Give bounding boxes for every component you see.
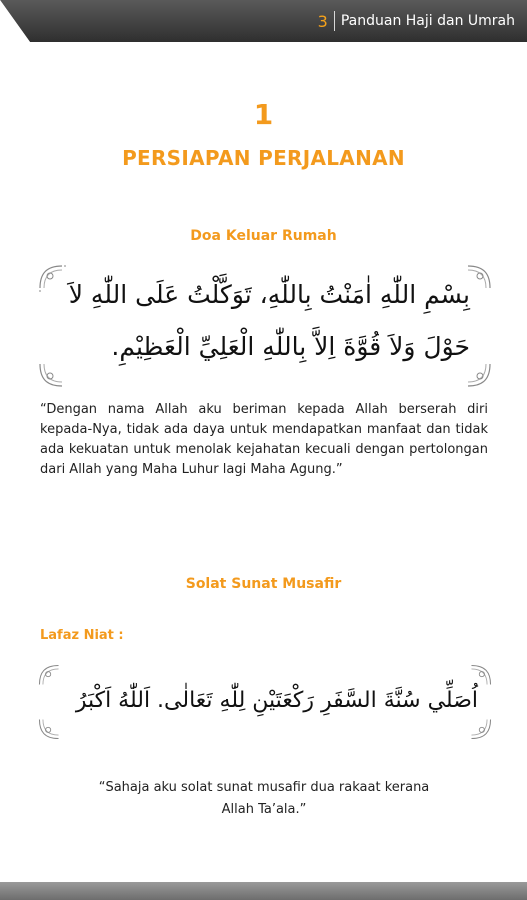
arabic-doa-line-1: بِسْمِ اللّٰهِ اٰمَنْتُ بِاللّٰهِ، تَوَكَّلْتُ عَلَى اللّٰهِ لاَ xyxy=(68,280,470,309)
section-title-solat-sunat-musafir: Solat Sunat Musafir xyxy=(185,576,342,592)
page-header xyxy=(0,0,527,42)
chapter-title: PERSIAPAN PERJALANAN xyxy=(122,146,405,170)
arabic-frame-doa xyxy=(36,262,494,390)
section-title-doa-keluar-rumah: Doa Keluar Rumah xyxy=(190,228,337,244)
header-book-title: Panduan Haji dan Umrah xyxy=(340,13,515,29)
chapter-number: 1 xyxy=(253,98,274,131)
translation-doa: “Dengan nama Allah aku beriman kepada Allah berserah diri kepada-Nya, tidak ada daya untuk mendapatkan manfaat dan tidak ada kekuatan untuk menolak kejahatan kecuali dengan pertolongan dari Allah yang Maha Luhur lagi Maha Agung.” xyxy=(40,402,488,477)
label-lafaz-niat: Lafaz Niat : xyxy=(40,628,124,643)
page-footer-bar xyxy=(0,882,527,900)
translation-niat-line-1: “Sahaja aku solat sunat musafir dua rakaat kerana xyxy=(98,780,430,795)
header-chapter-number: 3 xyxy=(317,11,328,31)
arabic-niat: اُصَلِّي سُنَّةَ السَّفَرِ رَكْعَتَيْنِ لِلّٰهِ تَعَالٰى. اَللّٰهُ اَكْبَرُ xyxy=(75,688,478,713)
translation-niat-line-2: Allah Ta’ala.” xyxy=(221,802,307,817)
arabic-frame-niat xyxy=(36,662,494,742)
arabic-doa-line-2: حَوْلَ وَلاَ قُوَّةَ اِلاَّ بِاللّٰهِ الْعَلِيِّ الْعَظِيْمِ. xyxy=(111,332,470,361)
header-divider xyxy=(334,11,335,31)
